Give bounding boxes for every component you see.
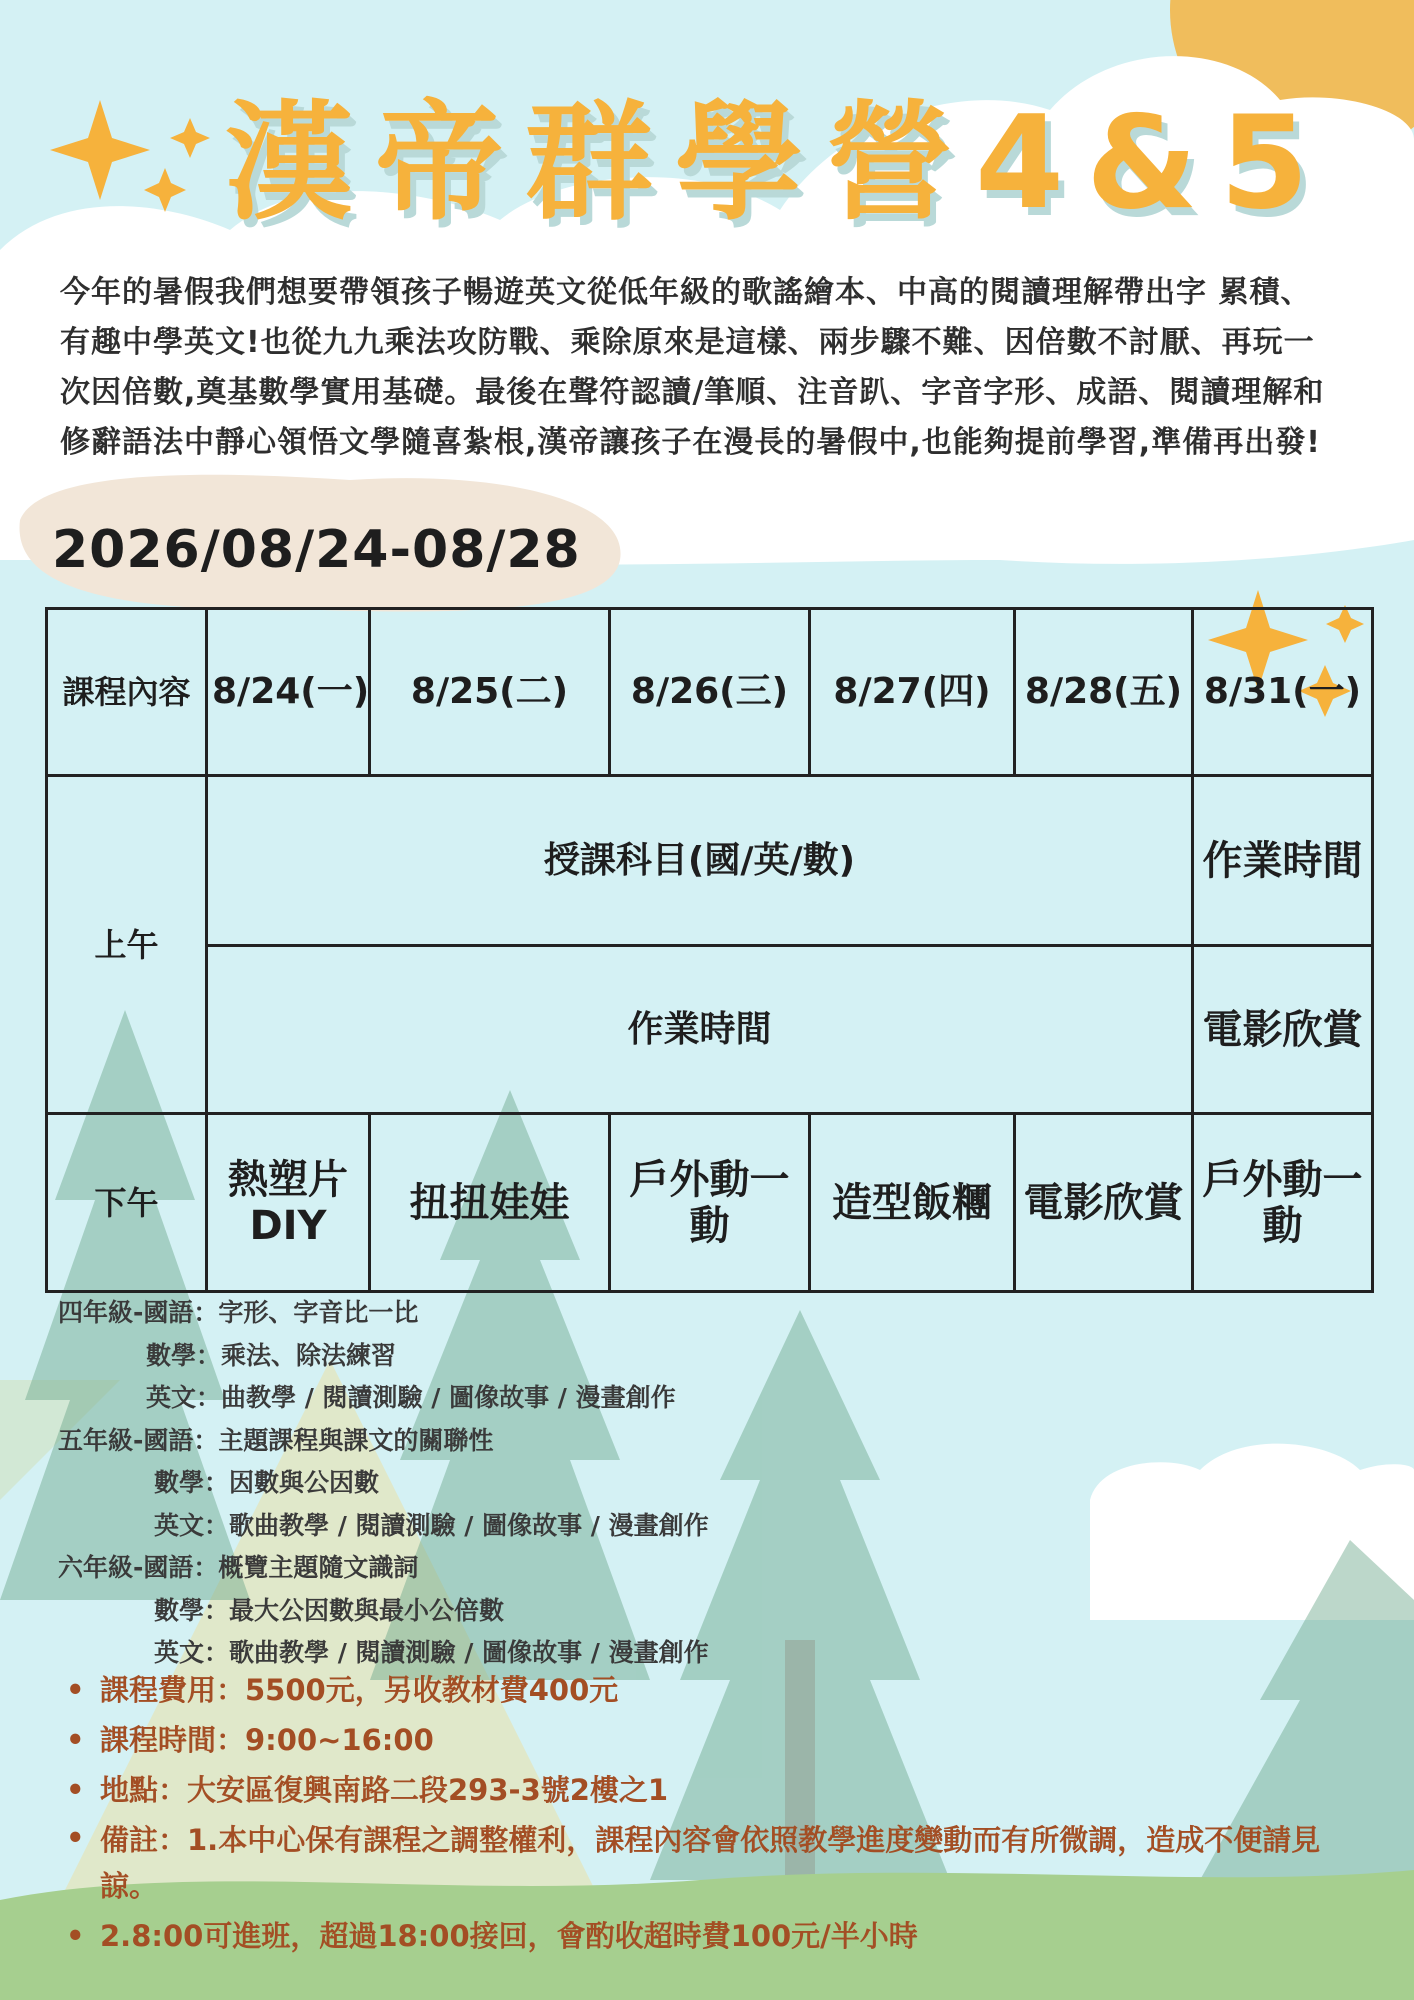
table-row: [47, 1114, 1373, 1292]
afternoon-label: 下午: [47, 1114, 207, 1292]
day-header: 8/31(一): [1193, 609, 1373, 776]
list-item: • 2.8:00可進班，超過18:00接回，會酌收超時費100元/半小時: [60, 1911, 1340, 1961]
day-header: 8/28(五): [1015, 609, 1193, 776]
afternoon-activity: 造型飯糰: [810, 1114, 1015, 1292]
day-header: 8/25(二): [370, 609, 610, 776]
morning-subject-cell: 授課科目(國/英/數): [207, 776, 1193, 946]
afternoon-activity: 扭扭娃娃: [370, 1114, 610, 1292]
grade5-chinese: 五年級-國語：主題課程與課文的關聯性: [58, 1425, 494, 1455]
grade5-english: 英文：歌曲教學 / 閱讀測驗 / 圖像故事 / 漫畫創作: [154, 1510, 709, 1540]
grade6-chinese: 六年級-國語：概覽主題隨文識詞: [58, 1553, 419, 1582]
morning-label: 上午: [47, 776, 207, 1114]
schedule-table: [45, 607, 1374, 1293]
grade4-math: 數學：乘法、除法練習: [146, 1340, 397, 1370]
afternoon-activity: 熱塑片DIY: [207, 1114, 370, 1292]
afternoon-activity: 戶外動一動: [1193, 1114, 1373, 1292]
date-range: 2026/08/24-08/28: [52, 520, 581, 580]
intro-paragraph: 今年的暑假我們想要帶領孩子暢遊英文從低年級的歌謠繪本、中高的閱讀理解帶出字 累積、有趣中學英文!也從九九乘法攻防戰、乘除原來是這樣、兩步驟不難、因倍數不討厭、再玩一次因倍數,奠基數學實用基礎。最後在聲符認讀/筆順、注音趴、字音字形、成語、閱讀理解和修辭語法中靜心領悟文學隨喜紮根,漢帝讓孩子在漫長的暑假中,也能夠提前學習,準備再出發!: [60, 275, 1325, 460]
info-list: [60, 1665, 1340, 1961]
list-item: • 課程時間：9:00~16:00: [60, 1715, 1340, 1765]
grade4-chinese: 四年級-國語：字形、字音比一比: [58, 1298, 419, 1327]
day-header: 8/24(一): [207, 609, 370, 776]
page-title: 漢帝群學營4&5: [225, 89, 1331, 238]
list-item: • 備註：1.本中心保有課程之調整權利，課程內容會依照教學進度變動而有所微調，造成不便請見諒。: [60, 1815, 1340, 1911]
grade6-math: 數學：最大公因數與最小公倍數: [154, 1595, 505, 1625]
header-label-cell: 課程內容: [47, 609, 207, 776]
table-row: [47, 776, 1373, 946]
morning-last-day-cell-2: 電影欣賞: [1193, 946, 1373, 1114]
list-item: • 地點：大安區復興南路二段293-3號2樓之1: [60, 1765, 1340, 1815]
afternoon-activity: 電影欣賞: [1015, 1114, 1193, 1292]
morning-homework-cell: 作業時間: [207, 946, 1193, 1114]
list-item: • 課程費用：5500元，另收教材費400元: [60, 1665, 1340, 1715]
afternoon-activity: 戶外動一動: [610, 1114, 810, 1292]
table-row: [47, 946, 1373, 1114]
grade6-english: 英文：歌曲教學 / 閱讀測驗 / 圖像故事 / 漫畫創作: [154, 1638, 709, 1667]
grade5-math: 數學：因數與公因數: [154, 1468, 380, 1497]
morning-last-day-cell-1: 作業時間: [1193, 776, 1373, 946]
table-row: [47, 609, 1373, 776]
day-header: 8/26(三): [610, 609, 810, 776]
grade4-english: 英文：曲教學 / 閱讀測驗 / 圖像故事 / 漫畫創作: [146, 1383, 676, 1412]
grade-curriculum: [58, 1292, 709, 1675]
day-header: 8/27(四): [810, 609, 1015, 776]
